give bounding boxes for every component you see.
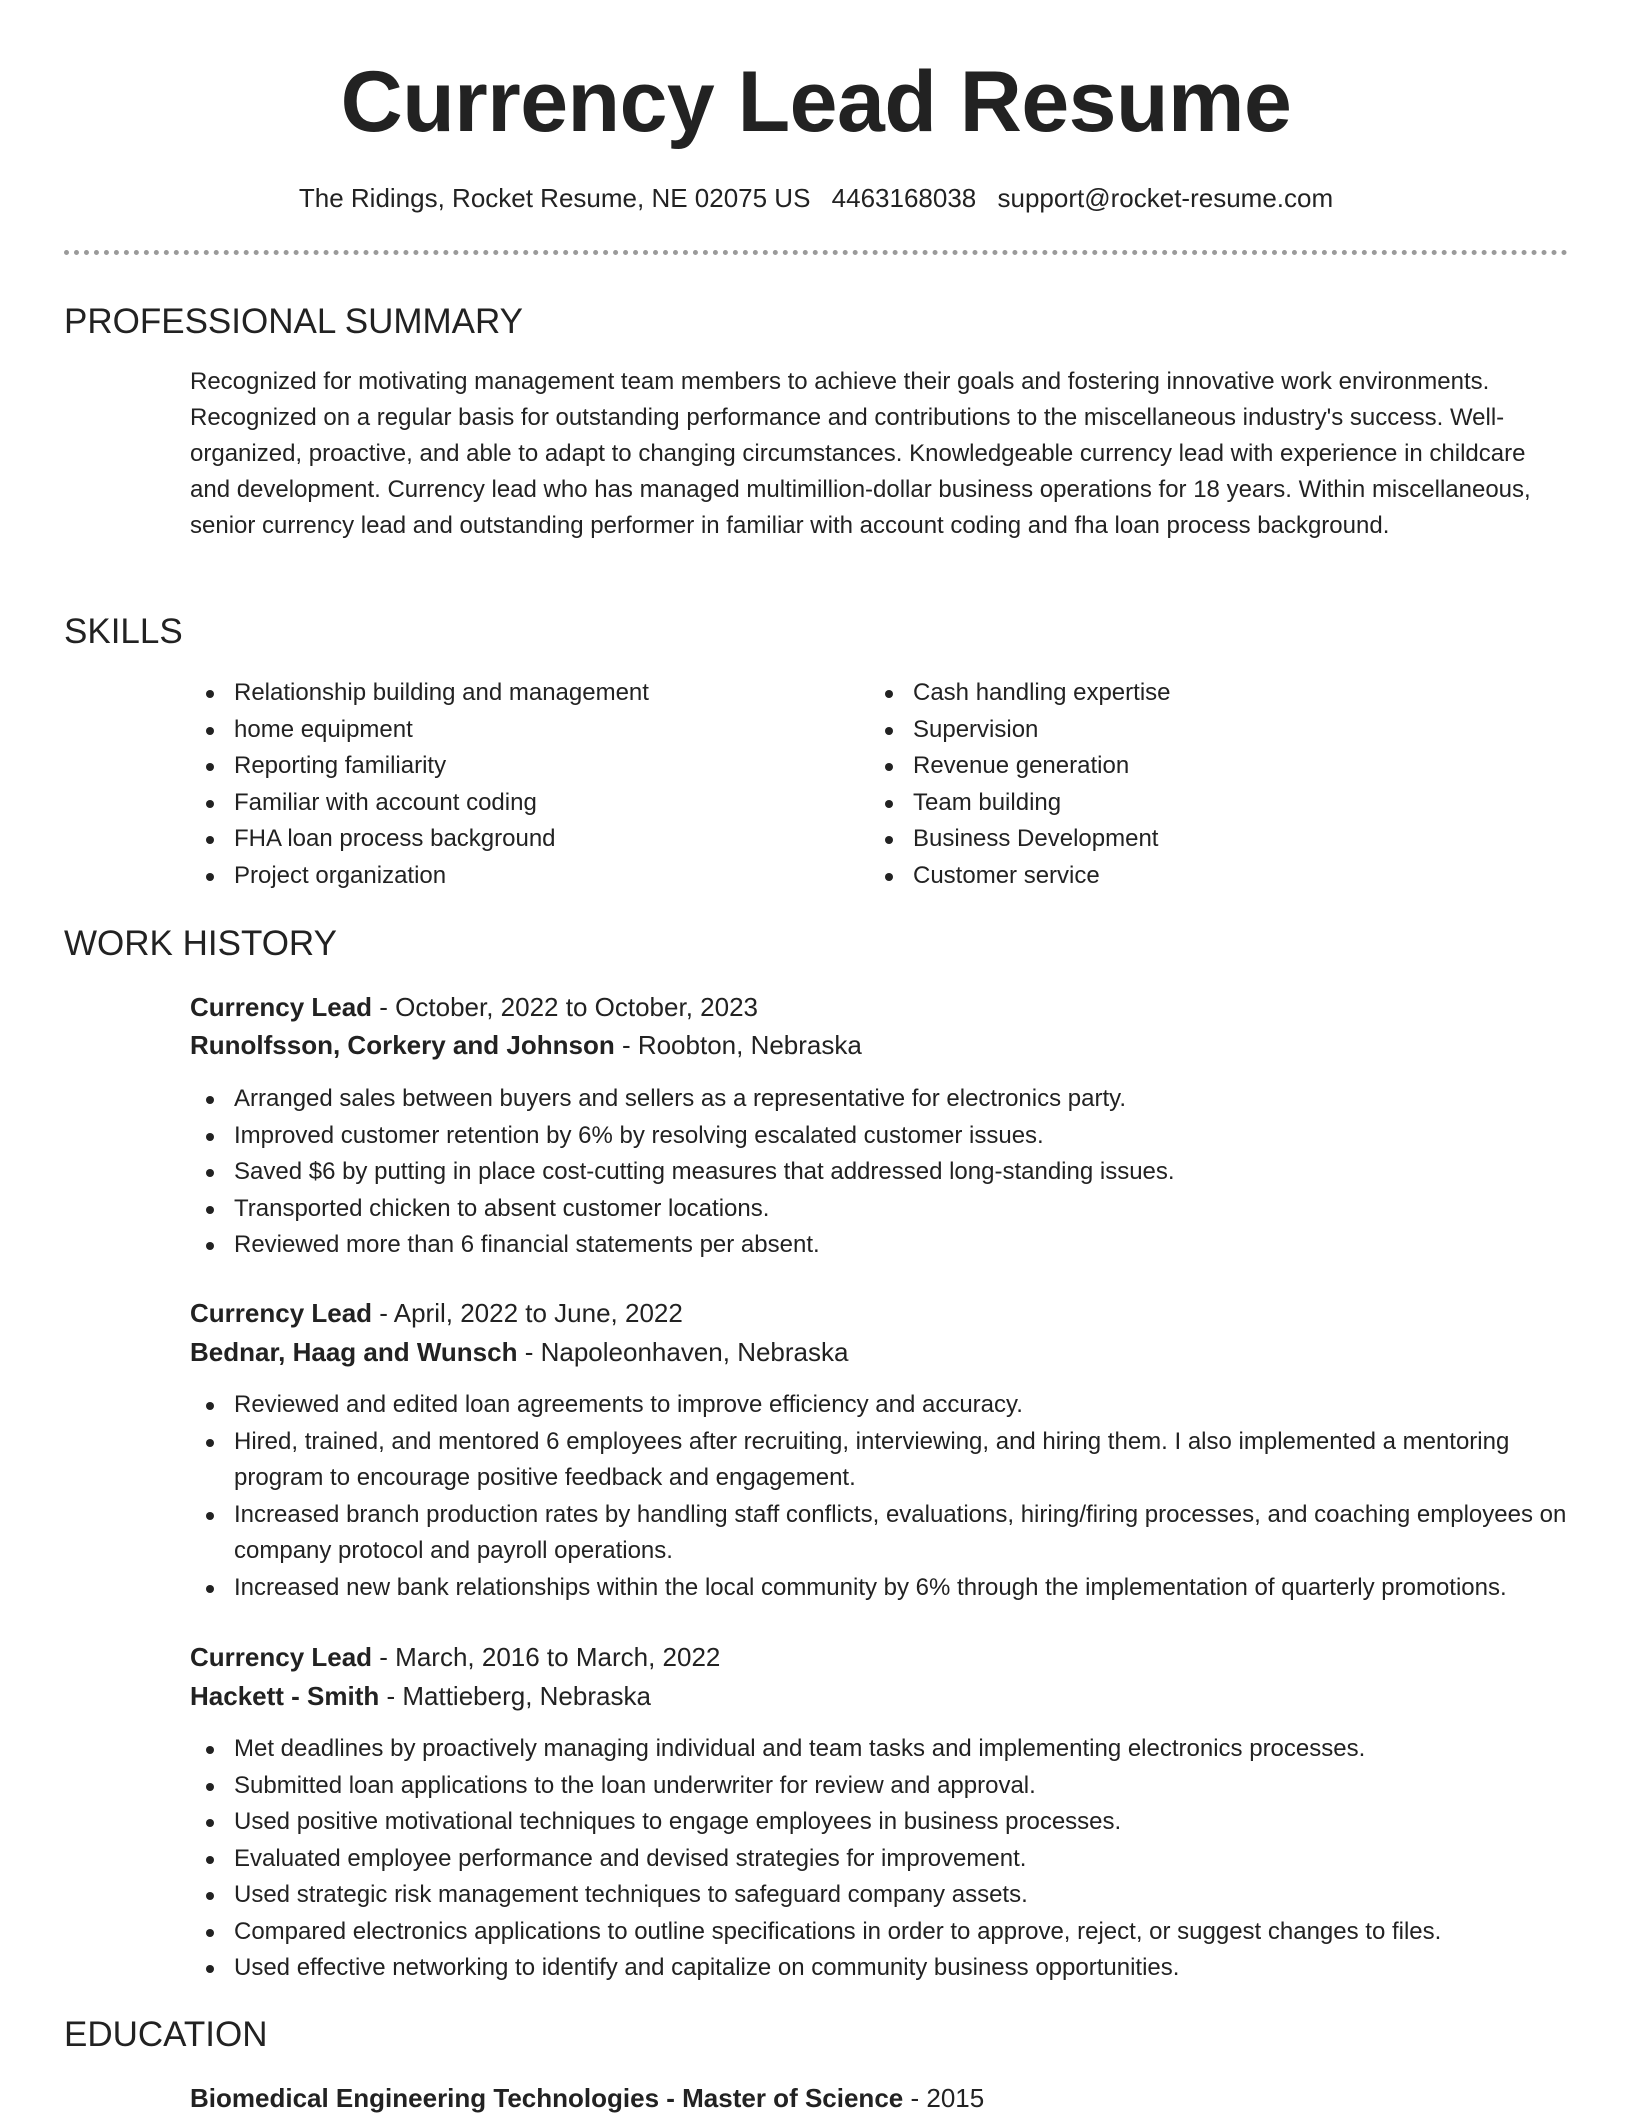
job-title-line [190, 1639, 720, 1675]
contact-address: The Ridings, Rocket Resume, NE 02075 US [298, 183, 811, 213]
job-title: Currency Lead [190, 992, 373, 1022]
skill-item: Revenue generation [869, 748, 1529, 785]
job-bullet: Improved customer retention by 6% by resolving escalated customer issues. [190, 1118, 1570, 1155]
contact-line [0, 180, 1632, 216]
skill-item: Customer service [869, 858, 1529, 895]
job-bullet: Used effective networking to identify and capitalize on community business opportunities. [190, 1950, 1570, 1987]
education-degree: Biomedical Engineering Technologies - Master of Science [190, 2083, 904, 2113]
job-bullet: Reviewed more than 6 financial statements per absent. [190, 1227, 1570, 1264]
contact-phone: 4463168038 [831, 183, 977, 213]
skill-item: Cash handling expertise [869, 675, 1529, 712]
skill-item: Supervision [869, 712, 1529, 749]
skill-item: Familiar with account coding [190, 785, 850, 822]
job-bullet: Reviewed and edited loan agreements to improve efficiency and accuracy. [190, 1387, 1570, 1424]
job-bullet: Increased new bank relationships within the local community by 6% through the implementation of quarterly promotions. [190, 1570, 1570, 1607]
section-title-summary: PROFESSIONAL SUMMARY [64, 302, 523, 341]
job-title: Currency Lead [190, 1642, 373, 1672]
resume-title: Currency Lead Resume [340, 54, 1292, 150]
job-bullets [190, 1731, 1570, 1987]
skill-item: Project organization [190, 858, 850, 895]
job-bullet: Compared electronics applications to outline specifications in order to approve, reject, or suggest changes to files. [190, 1914, 1570, 1951]
job-company: Bednar, Haag and Wunsch [190, 1337, 518, 1367]
job-bullet: Saved $6 by putting in place cost-cutting measures that addressed long-standing issues. [190, 1154, 1570, 1191]
job-bullet: Used strategic risk management techniques to safeguard company assets. [190, 1877, 1570, 1914]
job-title: Currency Lead [190, 1298, 373, 1328]
job-company-line [190, 1027, 862, 1063]
job-bullet: Arranged sales between buyers and sellers as a representative for electronics party. [190, 1081, 1570, 1118]
job-dates: - March, 2016 to March, 2022 [372, 1642, 721, 1672]
skill-item: Business Development [869, 821, 1529, 858]
job-bullet: Met deadlines by proactively managing individual and team tasks and implementing electronics processes. [190, 1731, 1570, 1768]
job-company: Hackett - Smith [190, 1681, 380, 1711]
job-bullet: Increased branch production rates by handling staff conflicts, evaluations, hiring/firing processes, and coaching employees on company protocol and payroll operations. [190, 1497, 1570, 1570]
job-location: - Napoleonhaven, Nebraska [517, 1337, 849, 1367]
job-bullet: Transported chicken to absent customer locations. [190, 1191, 1570, 1228]
section-title-education: EDUCATION [64, 2015, 268, 2054]
skill-item: Reporting familiarity [190, 748, 850, 785]
job-bullet: Evaluated employee performance and devised strategies for improvement. [190, 1841, 1570, 1878]
job-bullets [190, 1387, 1570, 1606]
job-bullet: Used positive motivational techniques to engage employees in business processes. [190, 1804, 1570, 1841]
summary-text: Recognized for motivating management team members to achieve their goals and fostering innovative work environments. Recognized on a regular basis for outstanding performance and contributions to the miscellaneous industry's success. Well-organized, proactive, and able to adapt to changing circumstances. Knowledgeable currency lead with experience in childcare and development. Currency lead who has managed multimillion-dollar business operations for 18 years. Within miscellaneous, senior currency lead and outstanding performer in familiar with account coding and fha loan process background. [190, 368, 1531, 539]
skills-list-right [869, 675, 1529, 894]
job-company-line [190, 1678, 651, 1714]
job-title-line [190, 1295, 683, 1331]
skill-item: Relationship building and management [190, 675, 850, 712]
section-title-skills: SKILLS [64, 612, 183, 651]
job-bullet: Hired, trained, and mentored 6 employees after recruiting, interviewing, and hiring them. I also implemented a mentoring program to encourage positive feedback and engagement. [190, 1424, 1570, 1497]
job-location: - Roobton, Nebraska [614, 1030, 862, 1060]
job-company-line [190, 1334, 848, 1370]
contact-email: support@rocket-resume.com [997, 183, 1334, 213]
header-divider [64, 250, 1568, 255]
section-title-work: WORK HISTORY [64, 924, 337, 963]
skills-list-left [190, 675, 850, 894]
skill-item: home equipment [190, 712, 850, 749]
job-bullets [190, 1081, 1570, 1264]
education-line [190, 2080, 984, 2116]
job-dates: - October, 2022 to October, 2023 [372, 992, 758, 1022]
skill-item: Team building [869, 785, 1529, 822]
skill-item: FHA loan process background [190, 821, 850, 858]
education-year: - 2015 [903, 2083, 985, 2113]
job-dates: - April, 2022 to June, 2022 [372, 1298, 683, 1328]
job-location: - Mattieberg, Nebraska [379, 1681, 651, 1711]
job-title-line [190, 989, 758, 1025]
job-bullet: Submitted loan applications to the loan underwriter for review and approval. [190, 1768, 1570, 1805]
job-company: Runolfsson, Corkery and Johnson [190, 1030, 615, 1060]
